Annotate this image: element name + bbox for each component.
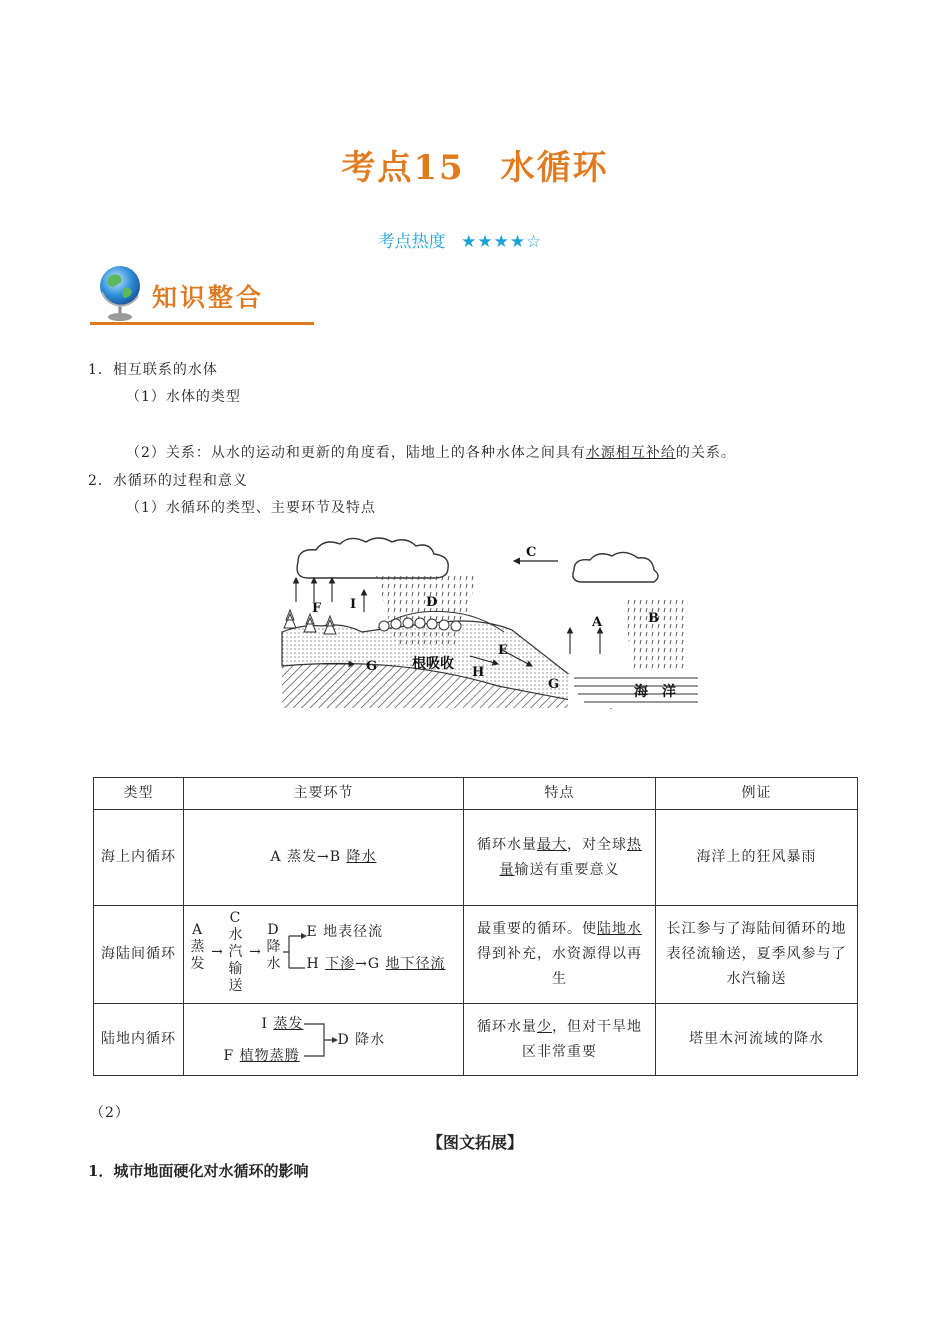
diagram-label-f: F [312, 601, 322, 616]
row3-example: 塔里木河流域的降水 [656, 1004, 858, 1076]
ocean-cloud-shape [573, 552, 658, 582]
water-cycle-diagram [278, 536, 704, 712]
merge-connector [304, 1022, 338, 1058]
header-type: 类型 [94, 778, 184, 810]
row1-example: 海洋上的狂风暴雨 [656, 810, 858, 906]
diagram-label-e: E [498, 643, 508, 658]
page-title [0, 140, 950, 189]
diagram-label-i: I [350, 597, 357, 612]
item-1: 1．相互联系的水体 [88, 362, 218, 378]
land-cloud-shape [297, 538, 448, 578]
row2-feature-text-1: 最重要的循环。使 [477, 921, 597, 937]
row1-b-underline: 降水 [346, 849, 377, 865]
diagram-label-a: A [592, 615, 603, 630]
row2-a-word: 蒸发 [190, 938, 206, 972]
diagram-label-d: D [426, 595, 438, 610]
arrow-right-icon: → [317, 849, 330, 865]
row2-flow [189, 910, 459, 1000]
row3-feature-text-1: 循环水量 [477, 1018, 537, 1035]
globe-icon [94, 262, 150, 324]
row3-flow [224, 1008, 424, 1072]
section-label: 知识整合 [152, 283, 265, 312]
row2-d-word: 降水 [266, 938, 282, 972]
header-feature: 特点 [464, 778, 656, 810]
header-process: 主要环节 [184, 778, 464, 810]
row2-example: 长江参与了海陆间循环的地表径流输送，夏季风参与了水汽输送 [656, 906, 858, 1004]
row2-d-letter: D [267, 921, 280, 938]
row2-feature-underline: 陆地水 [597, 921, 642, 937]
row2-type: 海陆间循环 [94, 906, 184, 1004]
item-2-1: （1）水循环的类型、主要环节及特点 [126, 500, 376, 516]
row3-f-letter: F [223, 1047, 240, 1064]
row1-feature-text-2: ，对全球 [567, 836, 627, 853]
row1-type: 海上内循环 [94, 810, 184, 906]
item-2: 2．水循环的过程和意义 [88, 473, 248, 489]
diagram-label-ocean: 海 洋 [634, 684, 676, 700]
row3-i-underline: 蒸发 [273, 1015, 304, 1032]
item-1-2 [126, 443, 736, 463]
row2-g-underline: 地下径流 [385, 955, 446, 972]
row3-i [262, 1012, 304, 1036]
row2-g: G [367, 955, 386, 972]
row2-h-underline: 下渗 [325, 955, 356, 972]
item-1-1: （1）水体的类型 [126, 389, 241, 405]
title-topic: 水循环 [500, 148, 609, 188]
item-2-2: （2） [90, 1105, 130, 1121]
row3-feature [464, 1004, 656, 1076]
row2-e: E 地表径流 [306, 923, 384, 940]
row1-a: A 蒸发 [270, 849, 318, 865]
branch-connector [283, 928, 307, 976]
table-row [94, 810, 858, 906]
diagram-label-h: H [472, 665, 485, 680]
row2-c-letter: C [229, 909, 242, 926]
diagram-label-g1: G [366, 659, 378, 674]
water-cycle-table [93, 777, 858, 1076]
row2-a [189, 922, 207, 973]
row1-feature-underline-2: 热量 [499, 836, 642, 878]
row2-h: H [306, 955, 326, 972]
row2-c-word: 水汽输送 [228, 926, 244, 994]
row1-feature [464, 810, 656, 906]
item-1-2-suffix: 的关系。 [675, 445, 736, 461]
row2-d [265, 922, 283, 973]
row3-f [224, 1044, 300, 1068]
diagram-label-root: 根吸收 [412, 656, 454, 672]
section-heading [90, 262, 320, 326]
title-main: 考点15 [341, 148, 465, 188]
diagram-label-b: B [648, 611, 659, 626]
diagram-label-c: C [526, 545, 537, 560]
row3-i-letter: I [261, 1015, 274, 1032]
table-header-row [94, 778, 858, 810]
diagram-label-g2: G [548, 677, 560, 692]
row3-f-underline: 植物蒸腾 [239, 1047, 300, 1064]
row3-process [184, 1004, 464, 1076]
row2-h-g [307, 952, 446, 977]
section-rule [90, 322, 314, 325]
arrow-right-icon: → [355, 955, 368, 972]
table-row [94, 1004, 858, 1076]
row1-b-prefix: B [329, 849, 347, 865]
row3-feature-text-2: ，但对干旱地区非常重要 [522, 1018, 642, 1060]
table-row [94, 906, 858, 1004]
row3-d: D 降水 [337, 1031, 386, 1048]
item-1-2-prefix: （2）关系：从水的运动和更新的角度看，陆地上的各种水体之间具有 [126, 445, 586, 461]
heat-label: 考点热度 [377, 232, 446, 252]
star-rating-icon: ★★★★☆ [461, 232, 543, 252]
header-example: 例证 [656, 778, 858, 810]
item-1-2-underline: 水源相互补给 [585, 445, 676, 461]
row1-feature-text-1: 循环水量 [477, 836, 537, 853]
ocean-rain [624, 598, 688, 670]
row2-c [227, 910, 245, 995]
row3-feature-underline: 少 [537, 1018, 552, 1035]
row1-process [184, 810, 464, 906]
heat-rating [0, 227, 920, 252]
row2-feature [464, 906, 656, 1004]
row3-type: 陆地内循环 [94, 1004, 184, 1076]
row1-feature-underline-1: 最大 [537, 836, 567, 853]
row1-feature-text-3: 输送有重要意义 [514, 861, 620, 878]
row2-feature-text-2: 得到补充，水资源得以再生 [477, 946, 642, 987]
expand-item-1: 1．城市地面硬化对水循环的影响 [88, 1162, 309, 1180]
arrow-right-icon: → [249, 943, 262, 960]
row2-process [184, 906, 464, 1004]
row2-a-letter: A [191, 921, 204, 938]
expand-title: 【图文拓展】 [426, 1133, 523, 1152]
arrow-right-icon: → [211, 943, 224, 960]
